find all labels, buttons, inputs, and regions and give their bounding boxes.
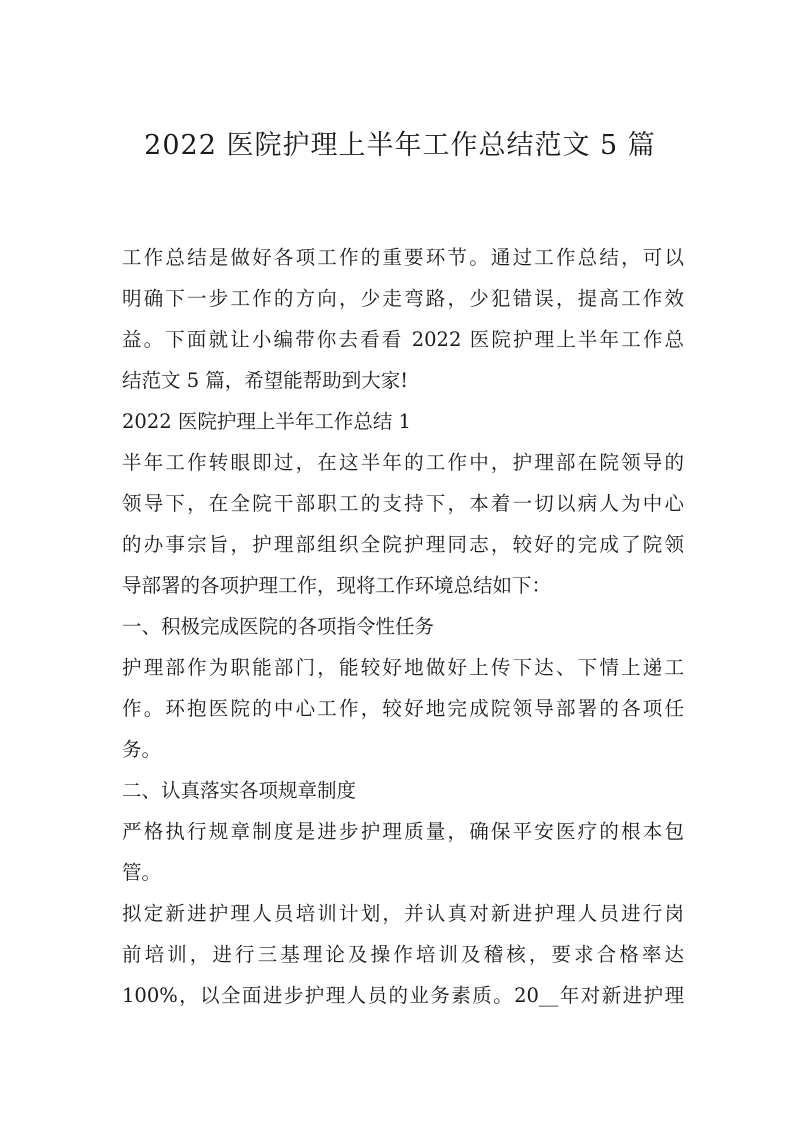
text-line: 护理部作为职能部门，能较好地做好上传下达、下情上递工 xyxy=(122,656,684,679)
text-line: 作。环抱医院的中心工作，较好地完成院领导部署的各项任 xyxy=(122,697,684,720)
text-line: 务。 xyxy=(122,738,162,761)
section-heading: 2022 医院护理上半年工作总结 1 xyxy=(122,410,411,433)
intro-paragraph xyxy=(122,237,684,401)
text-line: 领导下，在全院干部职工的支持下，本着一切以病人为中心 xyxy=(122,492,684,515)
text-line: 100%，以全面进步护理人员的业务素质。20__年对新进护理 xyxy=(122,984,684,1007)
item1-heading: 一、积极完成医院的各项指令性任务 xyxy=(122,615,435,638)
text-line: 明确下一步工作的方向，少走弯路，少犯错误，提高工作效 xyxy=(122,287,684,310)
text-line: 严格执行规章制度是进步护理质量，确保平安医疗的根本包 xyxy=(122,820,684,843)
text-line: 导部署的各项护理工作，现将工作环境总结如下： xyxy=(122,574,552,597)
text-line: 结范文 5 篇，希望能帮助到大家! xyxy=(122,369,409,392)
section1-paragraph xyxy=(122,442,684,606)
text-line: 拟定新进护理人员培训计划，并认真对新进护理人员进行岗 xyxy=(122,902,684,925)
text-line: 工作总结是做好各项工作的重要环节。通过工作总结，可以 xyxy=(122,246,684,269)
text-line: 前培训，进行三基理论及操作培训及稽核，要求合格率达 xyxy=(122,943,684,966)
item2-heading: 二、认真落实各项规章制度 xyxy=(122,779,357,802)
text-line: 管。 xyxy=(122,861,162,884)
item1-paragraph xyxy=(122,647,684,770)
item2-paragraph-1 xyxy=(122,811,684,893)
document-body xyxy=(122,237,684,1016)
document-title: 2022 医院护理上半年工作总结范文 5 篇 xyxy=(144,130,656,161)
text-line: 的办事宗旨，护理部组织全院护理同志，较好的完成了院领 xyxy=(122,533,684,556)
text-line: 益。下面就让小编带你去看看 2022 医院护理上半年工作总 xyxy=(122,328,684,351)
item2-paragraph-2 xyxy=(122,893,684,1016)
text-line: 半年工作转眼即过，在这半年的工作中，护理部在院领导的 xyxy=(122,451,684,474)
